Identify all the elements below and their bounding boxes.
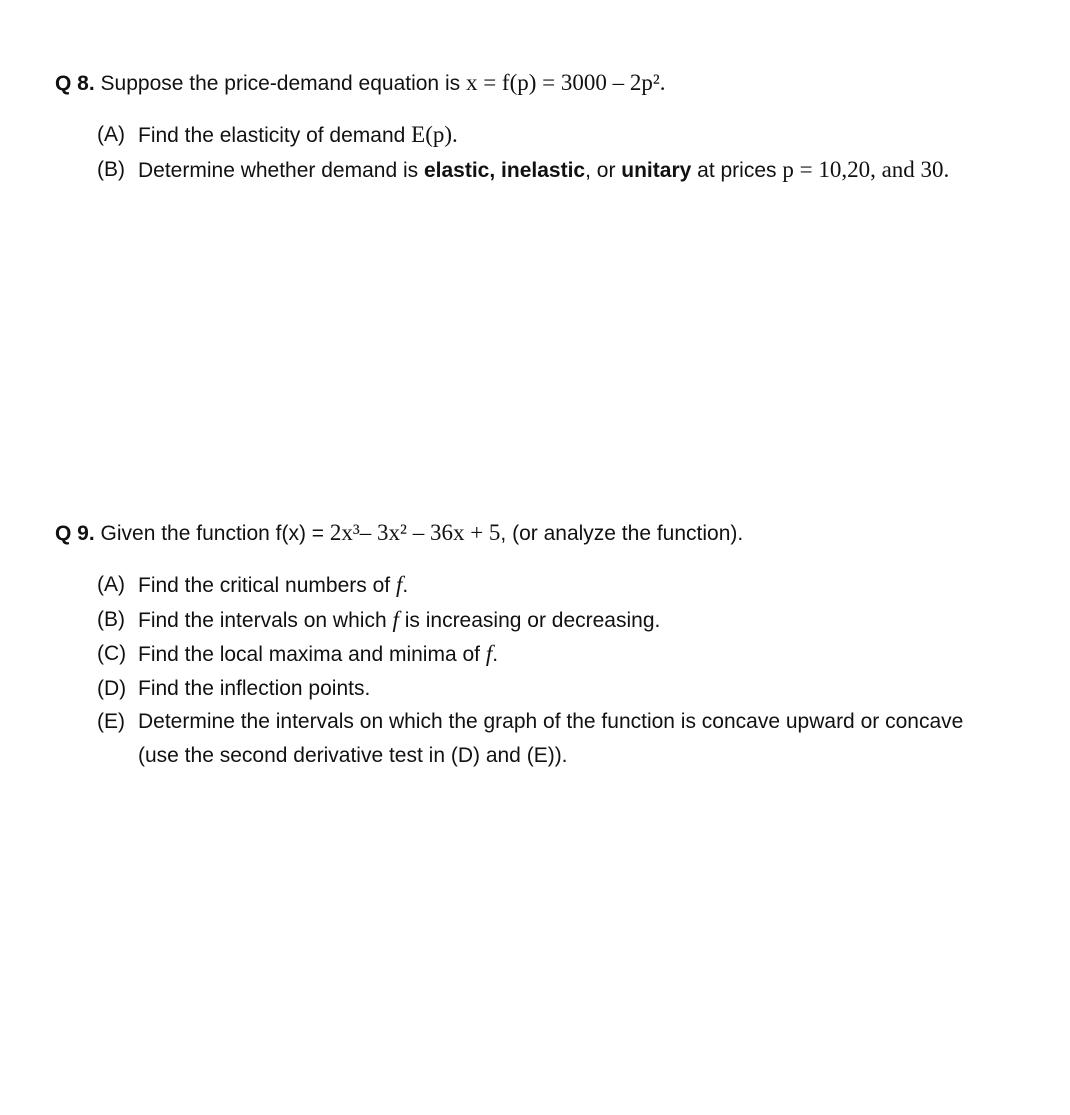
part-label: (B) — [97, 157, 125, 181]
part-text: Find the critical numbers of — [138, 574, 391, 597]
part-tail: . — [402, 574, 409, 597]
question-9-part-b — [97, 603, 1064, 638]
question-8-parts — [55, 118, 1064, 187]
term-elastic: elastic, — [423, 158, 496, 182]
question-8-stem-text: Suppose the price-demand equation is — [100, 72, 461, 95]
question-number: Q 9. — [55, 522, 95, 545]
term-unitary: unitary — [621, 158, 692, 182]
part-tail: . — [492, 643, 499, 667]
price-values: p = 10,20, and 30. — [782, 156, 950, 182]
part-text-or: , or — [585, 158, 616, 182]
question-8-part-a — [97, 118, 1064, 153]
part-text-line2: (use the second derivative test in (D) and (E)). — [138, 743, 568, 767]
price-demand-equation: x = f(p) = 3000 – 2p². — [465, 70, 666, 95]
question-9-stem-tail: , (or analyze the function). — [500, 522, 744, 545]
question-8-part-b — [97, 153, 1064, 188]
question-9-part-d — [97, 672, 1064, 706]
function-symbol: f — [395, 572, 403, 597]
part-text: Find the elasticity of demand — [138, 124, 406, 147]
part-label: (A) — [97, 573, 125, 596]
question-9-part-a — [97, 568, 1064, 603]
part-text: Find the local maxima and minima of — [138, 643, 480, 667]
part-label: (C) — [97, 642, 127, 666]
question-9-parts — [55, 568, 1064, 773]
part-text: Determine whether demand is — [138, 158, 419, 182]
question-9-part-c — [97, 637, 1064, 672]
part-text: Find the intervals on which — [138, 608, 387, 632]
part-text: Determine the intervals on which the graph of the function is concave upward or concave — [138, 710, 964, 734]
part-label: (B) — [97, 607, 125, 631]
question-9-stem-text: Given the function f(x) = — [100, 522, 325, 545]
part-label: (E) — [97, 710, 125, 734]
question-9 — [55, 516, 1064, 773]
part-tail: is increasing or decreasing. — [404, 608, 661, 632]
elasticity-expression: E(p). — [411, 122, 458, 147]
question-8-stem — [55, 66, 1064, 101]
question-9-part-e — [97, 705, 1064, 772]
part-text-prices: at prices — [697, 158, 777, 182]
question-number: Q 8. — [55, 72, 95, 95]
part-label: (A) — [97, 123, 125, 146]
function-symbol: f — [392, 606, 399, 632]
term-inelastic: inelastic — [501, 158, 586, 182]
question-9-stem — [55, 516, 1064, 551]
function-expression: 2x³– 3x² – 36x + 5 — [329, 520, 501, 545]
question-8 — [55, 66, 1064, 187]
function-symbol: f — [485, 641, 493, 667]
part-text: Find the inflection points. — [138, 676, 371, 700]
part-label: (D) — [97, 676, 127, 700]
